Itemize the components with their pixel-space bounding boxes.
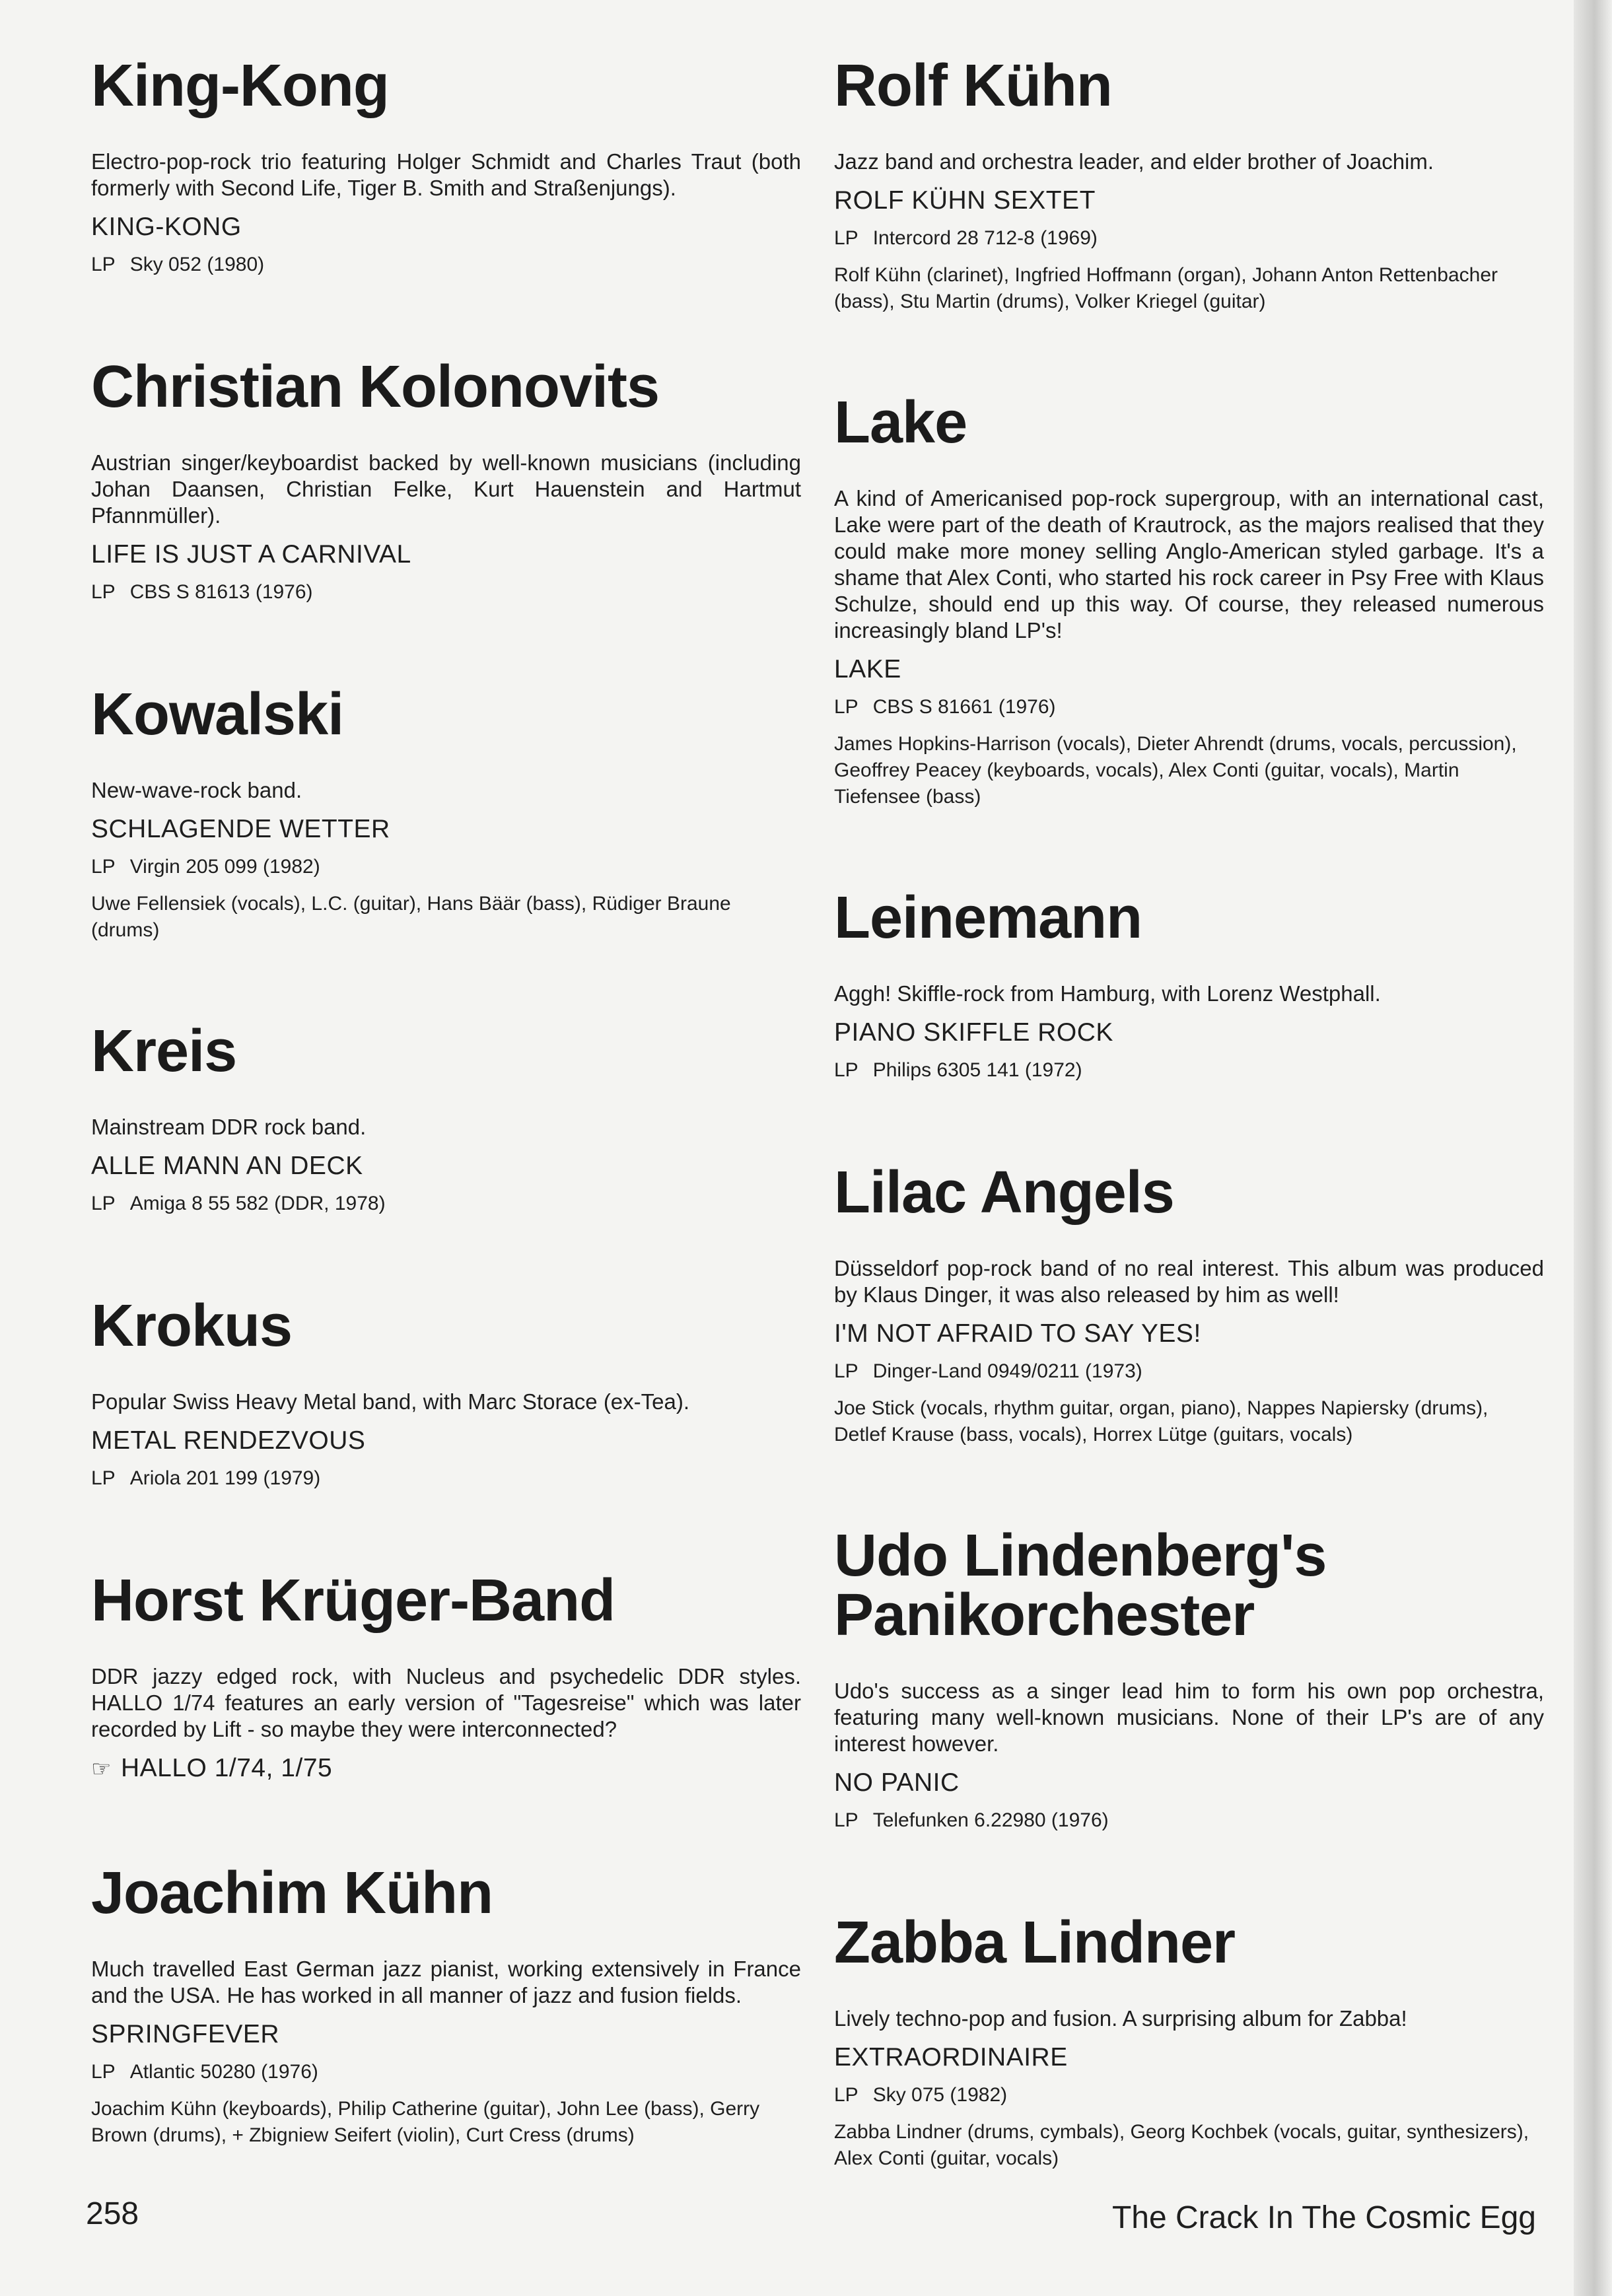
page-number: 258 xyxy=(86,2196,139,2231)
band-name: Horst Krüger-Band xyxy=(91,1568,615,1634)
release-info xyxy=(834,224,1544,253)
release-catalog: Atlantic 50280 (1976) xyxy=(129,2061,318,2083)
page-edge-shadow xyxy=(1574,0,1612,2296)
running-footer-title: The Crack In The Cosmic Egg xyxy=(1111,2200,1536,2235)
release-format: LP xyxy=(834,1059,859,1081)
release-catalog: CBS S 81613 (1976) xyxy=(129,581,313,603)
release-catalog: Sky 052 (1980) xyxy=(129,254,265,275)
band-description: Lively techno-pop and fusion. A surprising album for Zabba! xyxy=(834,2006,1407,2031)
band-name: Kowalski xyxy=(91,681,344,748)
album-title: I'M NOT AFRAID TO SAY YES! xyxy=(834,1319,1201,1348)
entry-king-kong xyxy=(91,53,801,279)
album-title: SCHLAGENDE WETTER xyxy=(91,815,390,843)
band-description: DDR jazzy edged rock, with Nucleus and psychedelic DDR styles. HALLO 1/74 features an early version of "Tagesreise" which was later recorded by Lift - so maybe they were interconnected? xyxy=(91,1664,801,1741)
personnel-list: James Hopkins-Harrison (vocals), Dieter Ahrendt (drums, vocals, percussion), Geoffrey Peacey (keyboards, vocals), Alex Conti (guitar, vocals), Martin Tiefensee (bass) xyxy=(834,733,1517,808)
release-info xyxy=(834,1056,1544,1085)
band-description: Mainstream DDR rock band. xyxy=(91,1115,367,1139)
band-description: Austrian singer/keyboardist backed by well-known musicians (including Johan Daansen, Christian Felke, Kurt Hauenstein and Hartmut Pfannmüller). xyxy=(91,450,801,528)
band-description: Jazz band and orchestra leader, and elder brother of Joachim. xyxy=(834,149,1434,174)
release-catalog: Sky 075 (1982) xyxy=(872,2084,1008,2106)
release-format: LP xyxy=(834,1360,859,1382)
entry-zabba-lindner xyxy=(834,1910,1544,2172)
band-name: Christian Kolonovits xyxy=(91,354,660,420)
left-column xyxy=(91,53,801,2227)
release-format: LP xyxy=(834,2084,859,2106)
band-name: Kreis xyxy=(91,1018,237,1084)
album-title: ALLE MANN AN DECK xyxy=(91,1152,363,1180)
entry-udo-lindenberg-panikorchester xyxy=(834,1523,1544,1835)
release-format: LP xyxy=(91,856,116,878)
release-format: LP xyxy=(91,254,116,275)
release-info xyxy=(834,693,1544,722)
release-format: LP xyxy=(91,2061,116,2083)
band-name: Leinemann xyxy=(834,885,1142,951)
album-title: METAL RENDEZVOUS xyxy=(91,1426,366,1455)
entry-lilac-angels xyxy=(834,1160,1544,1448)
release-catalog: Virgin 205 099 (1982) xyxy=(129,856,320,878)
album-title-with-pointer xyxy=(91,1752,801,1786)
release-info xyxy=(91,2058,801,2087)
personnel-list: Joe Stick (vocals, rhythm guitar, organ, piano), Nappes Napiersky (drums), Detlef Krause (bass, vocals), Horrex Lütge (guitars, vocals) xyxy=(834,1397,1489,1445)
release-format: LP xyxy=(91,1193,116,1214)
album-title: PIANO SKIFFLE ROCK xyxy=(834,1018,1113,1047)
entry-lake xyxy=(834,390,1544,810)
entry-horst-kruger-band xyxy=(91,1568,801,1786)
release-info xyxy=(834,1806,1544,1835)
album-title: ROLF KÜHN SEXTET xyxy=(834,186,1096,215)
entry-kowalski xyxy=(91,681,801,944)
band-description: Much travelled East German jazz pianist, working extensively in France and the USA. He has worked in all manner of jazz and fusion fields. xyxy=(91,1957,801,2007)
band-description: Udo's success as a singer lead him to form his own pop orchestra, featuring many well-known musicians. None of their LP's are of any interest however. xyxy=(834,1679,1544,1756)
album-title: KING-KONG xyxy=(91,213,242,241)
band-description: Düsseldorf pop-rock band of no real interest. This album was produced by Klaus Dinger, it was also released by him as well! xyxy=(834,1256,1544,1307)
personnel-list: Rolf Kühn (clarinet), Ingfried Hoffmann (organ), Johann Anton Rettenbacher (bass), Stu Martin (drums), Volker Kriegel (guitar) xyxy=(834,264,1498,312)
entry-leinemann xyxy=(834,885,1544,1085)
release-format: LP xyxy=(834,696,859,718)
band-description: New-wave-rock band. xyxy=(91,778,302,802)
release-catalog: Dinger-Land 0949/0211 (1973) xyxy=(872,1360,1142,1382)
release-format: LP xyxy=(834,227,859,249)
band-name: Lilac Angels xyxy=(834,1160,1174,1226)
band-name: Krokus xyxy=(91,1293,293,1359)
album-title: SPRINGFEVER xyxy=(91,2020,280,2048)
pointing-hand-icon: ☞ xyxy=(91,1757,112,1782)
album-title: LIFE IS JUST A CARNIVAL xyxy=(91,540,411,569)
release-format: LP xyxy=(91,1467,116,1489)
entry-rolf-kuhn xyxy=(834,53,1544,315)
band-description: Electro-pop-rock trio featuring Holger Schmidt and Charles Traut (both formerly with Second Life, Tiger B. Smith and Straßenjungs). xyxy=(91,149,801,200)
entry-christian-kolonovits xyxy=(91,354,801,607)
release-catalog: Telefunken 6.22980 (1976) xyxy=(872,1809,1109,1831)
personnel-list: Joachim Kühn (keyboards), Philip Catherine (guitar), John Lee (bass), Gerry Brown (drums), + Zbigniew Seifert (violin), Curt Cress (drums) xyxy=(91,2098,760,2146)
band-name: Joachim Kühn xyxy=(91,1860,493,1926)
album-title: EXTRAORDINAIRE xyxy=(834,2043,1068,2071)
release-info xyxy=(91,578,801,607)
release-format: LP xyxy=(91,581,116,603)
release-catalog: Amiga 8 55 582 (DDR, 1978) xyxy=(129,1193,386,1214)
release-info xyxy=(834,2081,1544,2110)
release-info xyxy=(91,1464,801,1493)
album-title: HALLO 1/74, 1/75 xyxy=(120,1754,333,1782)
band-description: Aggh! Skiffle-rock from Hamburg, with Lorenz Westphall. xyxy=(834,981,1381,1006)
band-name: Lake xyxy=(834,390,967,456)
release-catalog: Ariola 201 199 (1979) xyxy=(129,1467,321,1489)
release-catalog: CBS S 81661 (1976) xyxy=(872,696,1056,718)
release-info xyxy=(91,852,801,882)
band-name: King-Kong xyxy=(91,53,389,119)
personnel-list: Zabba Lindner (drums, cymbals), Georg Kochbek (vocals, guitar, synthesizers), Alex Conti (guitar, vocals) xyxy=(834,2121,1529,2169)
release-catalog: Intercord 28 712-8 (1969) xyxy=(872,227,1098,249)
release-format: LP xyxy=(834,1809,859,1831)
personnel-list: Uwe Fellensiek (vocals), L.C. (guitar), Hans Bäär (bass), Rüdiger Braune (drums) xyxy=(91,893,731,941)
release-catalog: Philips 6305 141 (1972) xyxy=(872,1059,1082,1081)
album-title: LAKE xyxy=(834,655,901,683)
release-info xyxy=(91,250,801,279)
entry-kreis xyxy=(91,1018,801,1218)
band-description: Popular Swiss Heavy Metal band, with Marc Storace (ex-Tea). xyxy=(91,1389,690,1414)
entry-krokus xyxy=(91,1293,801,1493)
release-info xyxy=(834,1357,1544,1386)
right-column xyxy=(834,53,1544,2250)
release-info xyxy=(91,1189,801,1218)
band-description: A kind of Americanised pop-rock supergroup, with an international cast, Lake were part of the death of Krautrock, as the majors realised that they could make more money selling Anglo-American styled garbage. It's a shame that Alex Conti, who started his rock career in Psy Free with Klaus Schulze, should end up this way. Of course, they released numerous increasingly bland LP's! xyxy=(834,486,1544,643)
album-title: NO PANIC xyxy=(834,1768,960,1797)
band-name: Zabba Lindner xyxy=(834,1910,1236,1976)
band-name: Rolf Kühn xyxy=(834,53,1112,119)
band-name: Udo Lindenberg's Panikorchester xyxy=(834,1523,1327,1648)
entry-joachim-kuhn xyxy=(91,1860,801,2149)
